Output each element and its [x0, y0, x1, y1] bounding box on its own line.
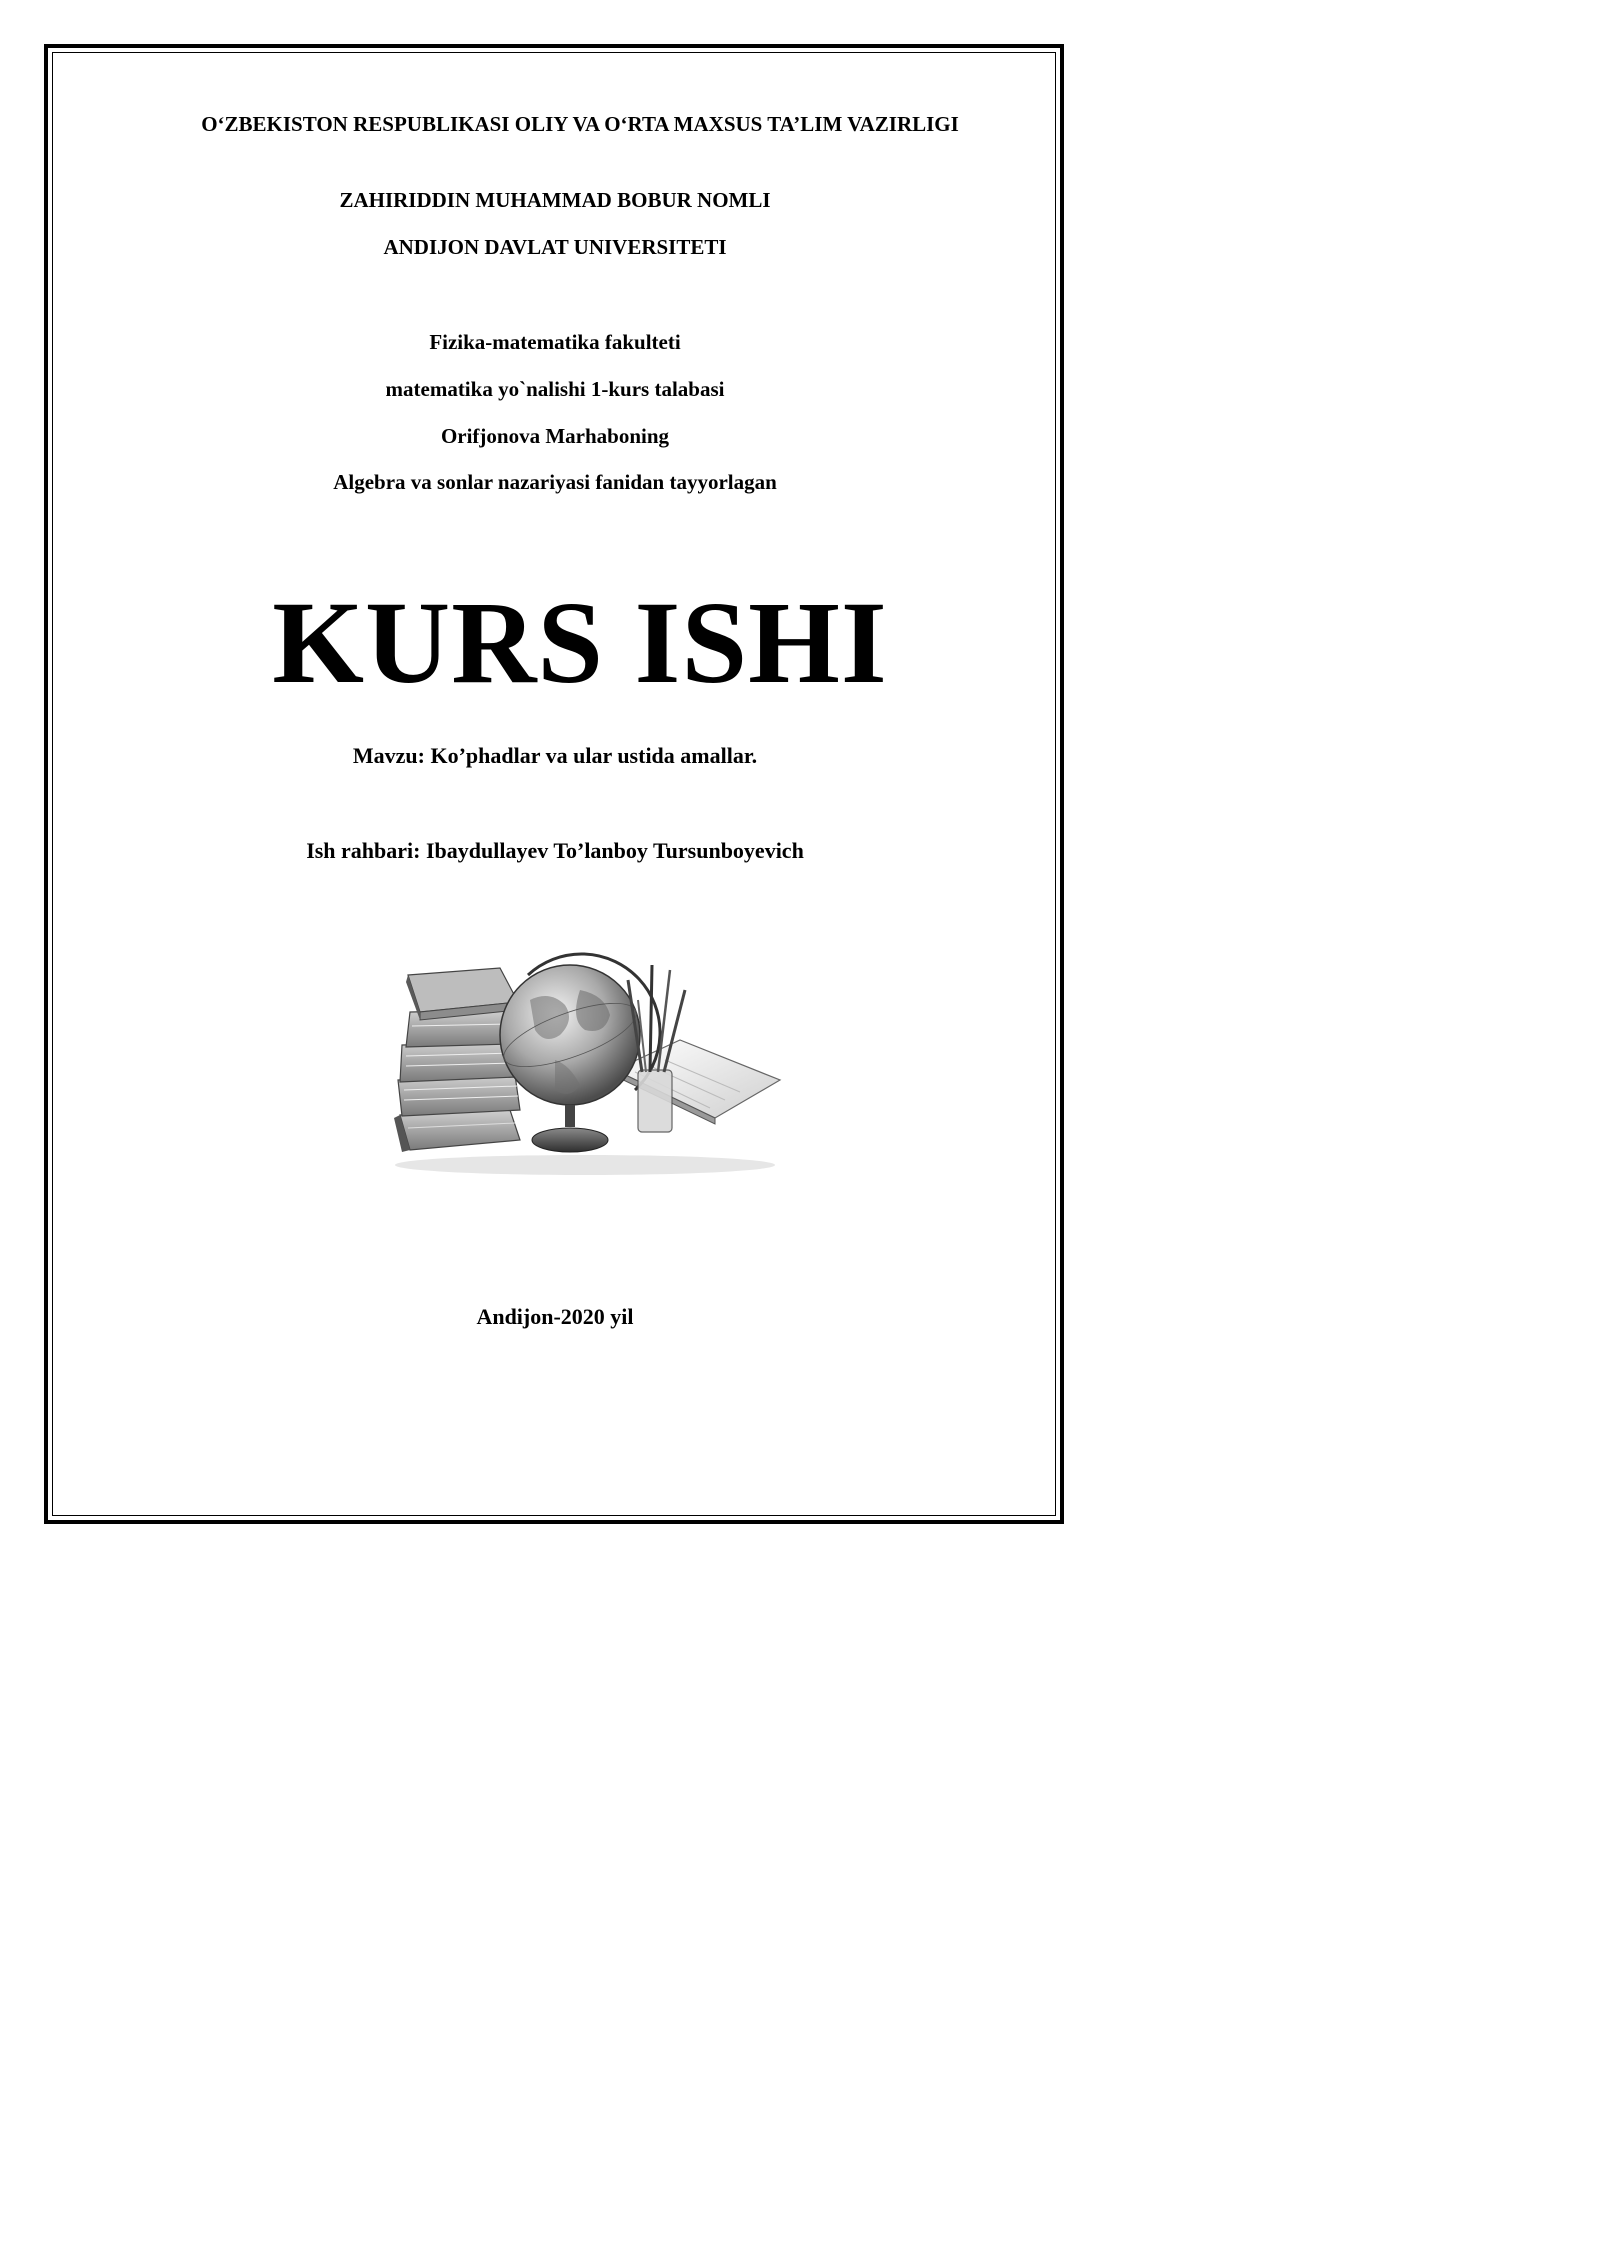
document-title: KURS ISHI	[272, 577, 888, 708]
student-name: Orifjonova Marhaboning	[440, 424, 670, 448]
university-name-line2: ANDIJON DAVLAT UNIVERSITETI	[383, 235, 727, 259]
books-globe-illustration	[380, 940, 790, 1180]
topic-line: Mavzu: Ko’phadlar va ular ustida amallar.	[352, 743, 758, 768]
program-line: matematika yo`nalishi 1-kurs talabasi	[385, 377, 725, 401]
place-year: Andijon-2020 yil	[476, 1304, 634, 1329]
supervisor-line: Ish rahbari: Ibaydullayev To’lanboy Tursunboyevich	[306, 838, 804, 863]
ministry-heading: O‘ZBEKISTON RESPUBLIKASI OLIY VA O‘RTA MAXSUS TA’LIM VAZIRLIGI	[201, 112, 959, 136]
faculty-line: Fizika-matematika fakulteti	[429, 330, 681, 354]
page-border-inner	[52, 52, 1056, 1516]
globe-icon	[497, 954, 660, 1152]
subject-line: Algebra va sonlar nazariyasi fanidan tayyorlagan	[333, 470, 777, 494]
university-name-line1: ZAHIRIDDIN MUHAMMAD BOBUR NOMLI	[339, 188, 771, 212]
book-stack-icon	[394, 968, 520, 1152]
